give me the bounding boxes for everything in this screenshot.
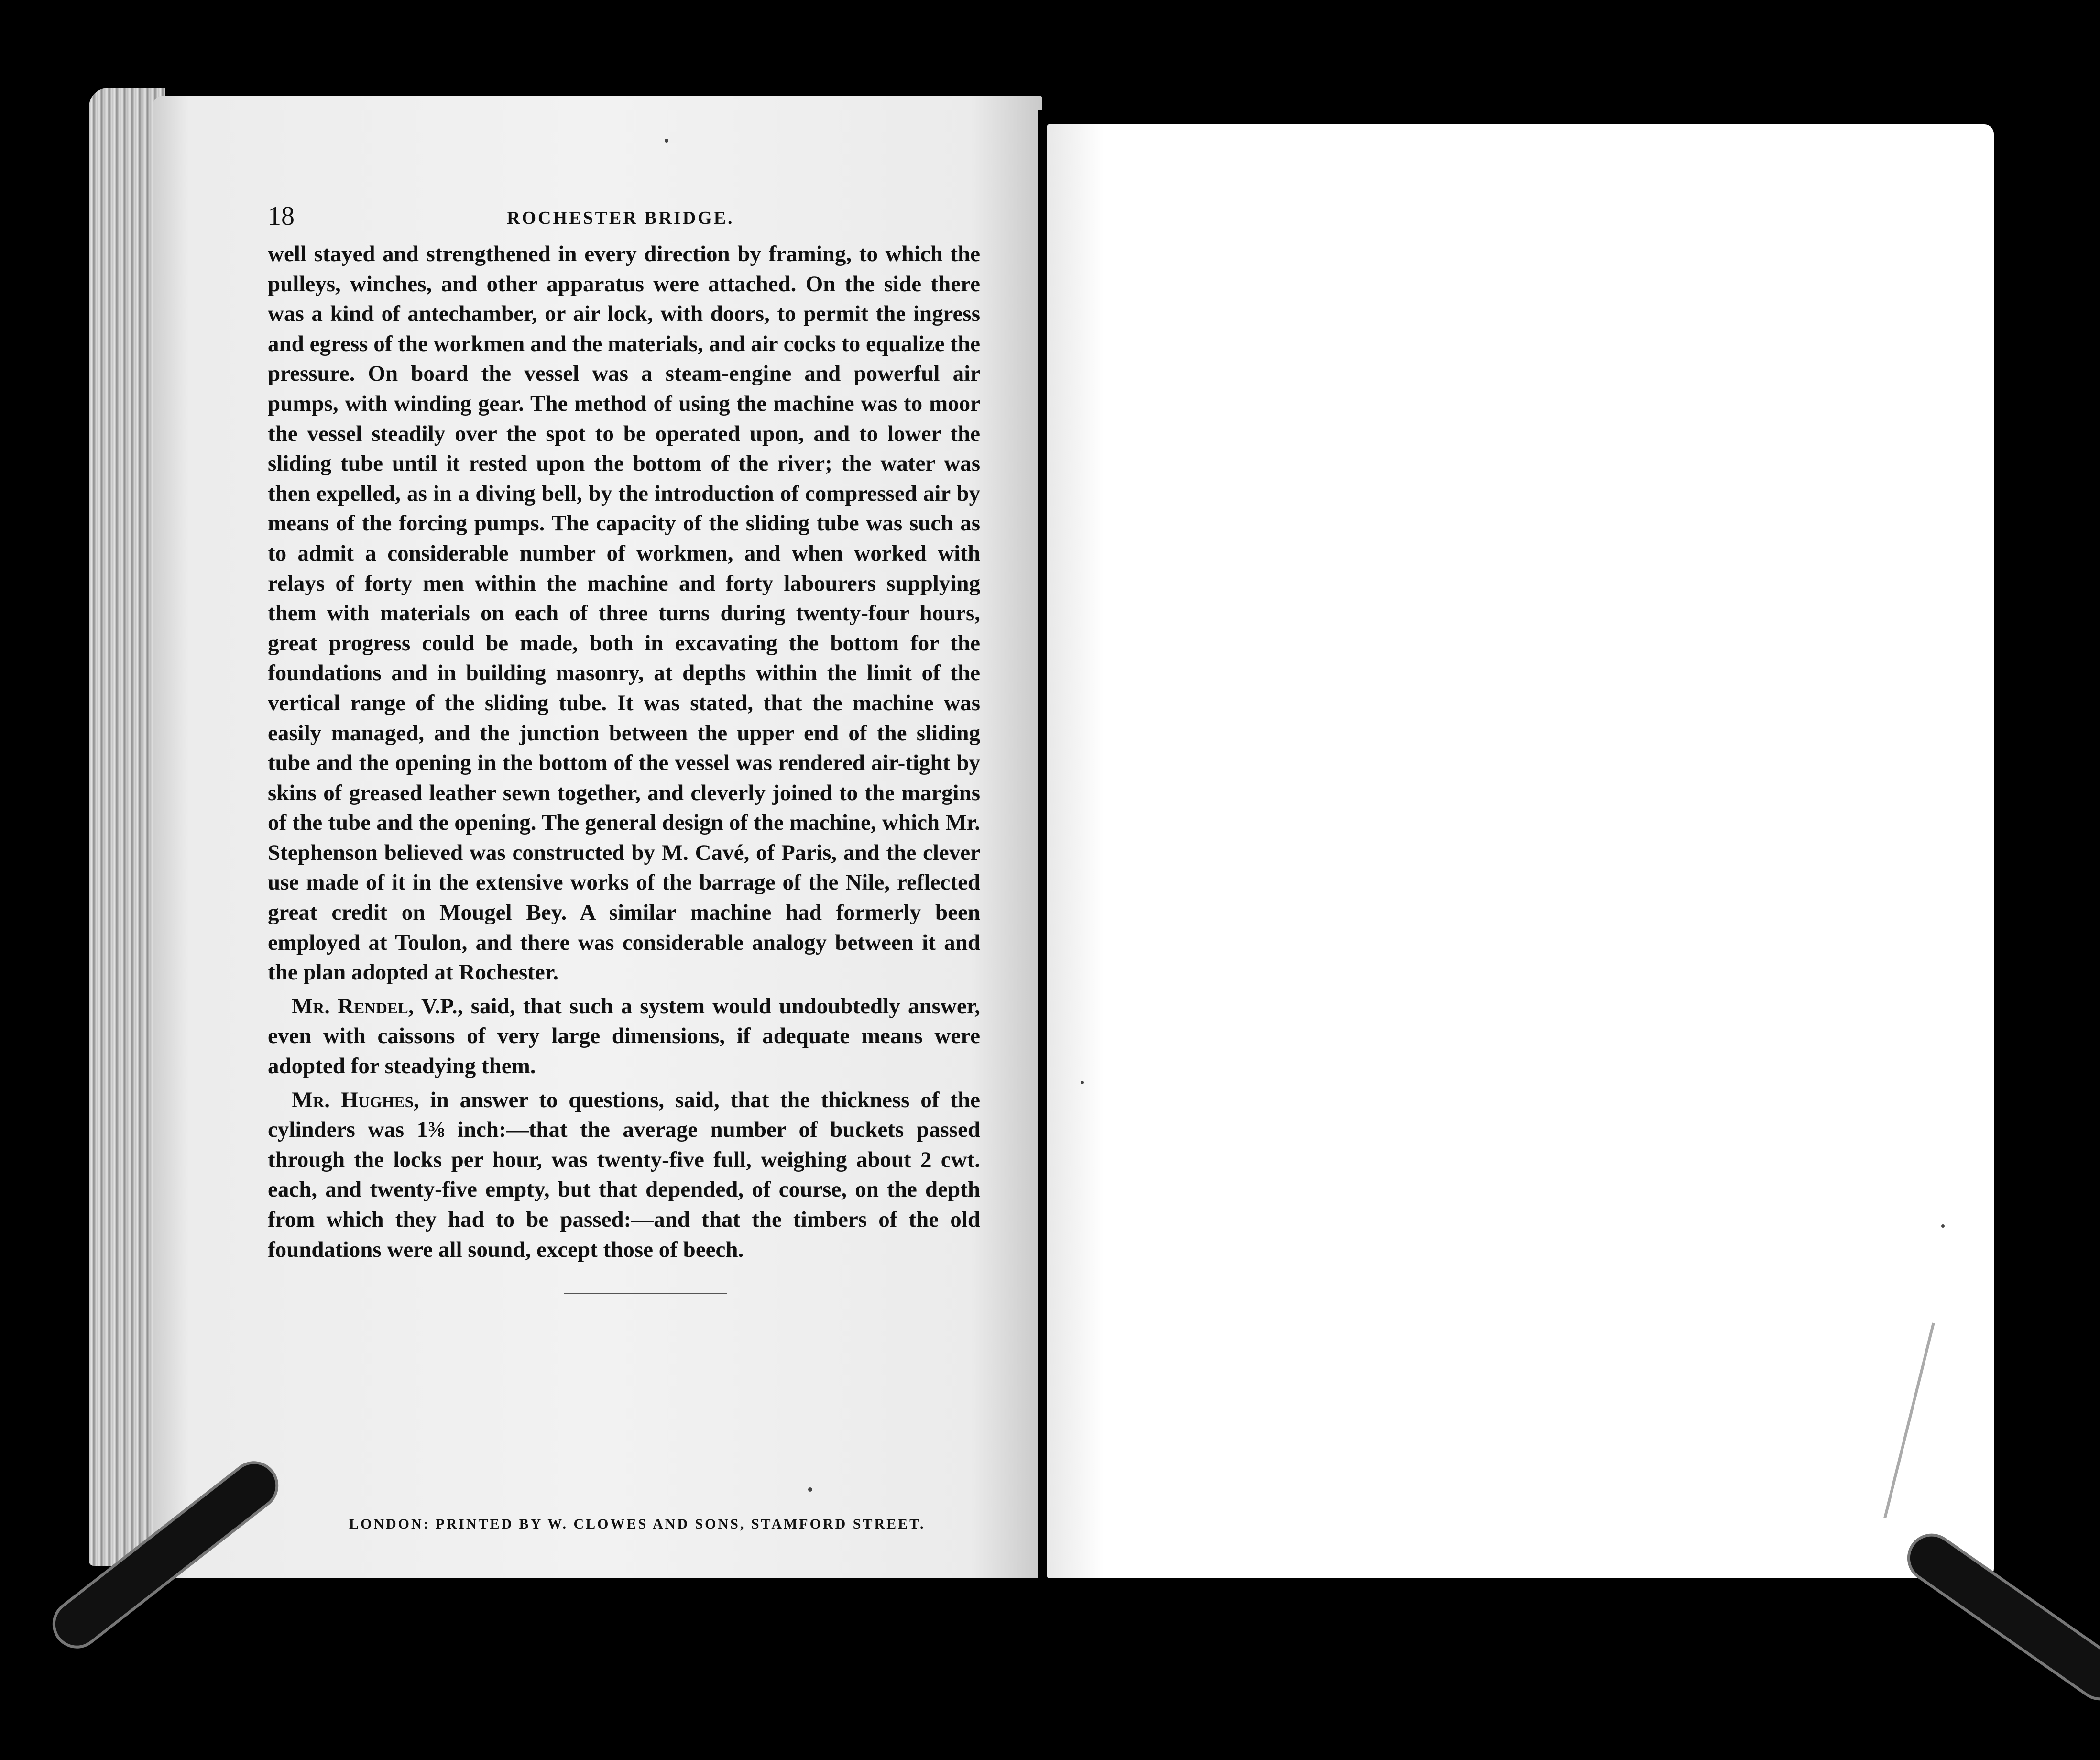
paragraph-text: V.P., said, that such a system would undoubtedly answer, even with caissons of very large dimensions, if adequate means were adopted for steadying them. <box>268 993 980 1079</box>
speaker-name: Mr. Hughes, <box>292 1087 419 1112</box>
text-block <box>268 201 980 1294</box>
dust-speck <box>808 1487 812 1492</box>
speaker-name: Mr. Rendel, <box>292 993 414 1019</box>
running-head <box>268 201 980 239</box>
paragraph-1: well stayed and strengthened in every direction by framing, to which the pulleys, winches, and other apparatus were attached. On the side there was a kind of antechamber, or air lock, with doors, to permit the ingress and egress of the workmen and the materials, and air cocks to equalize the pressure. On board the vessel was a steam-engine and powerful air pumps, with winding gear. The method of using the machine was to moor the vessel steadily over the spot to be operated upon, and to lower the sliding tube until it rested upon the bottom of the river; the water was then expelled, as in a diving bell, by the introduction of compressed air by means of the forcing pumps. The capacity of the sliding tube was such as to admit a considerable number of workmen, and when worked with relays of forty men within the machine and forty labourers supplying them with materials on each of three turns during twenty-four hours, great progress could be made, both in excavating the bottom for the foundations and in building masonry, at depths within the limit of the vertical range of the sliding tube. It was stated, that the machine was easily managed, and the junction between the upper end of the sliding tube and the opening in the bottom of the vessel was rendered air-tight by skins of greased leather sewn together, and cleverly joined to the margins of the tube and the opening. The general design of the machine, which Mr. Stephenson believed was constructed by M. Cavé, of Paris, and the clever use made of it in the extensive works of the barrage of the Nile, reflected great credit on Mougel Bey. A similar machine had formerly been employed at Toulon, and there was considerable analogy between it and the plan adopted at Rochester. <box>268 242 980 985</box>
dust-speck <box>665 139 668 143</box>
dust-speck <box>1081 1081 1084 1084</box>
paragraph-2 <box>268 991 980 1081</box>
end-rule <box>564 1293 727 1294</box>
printer-imprint: LONDON: PRINTED BY W. CLOWES AND SONS, STAMFORD STREET. <box>349 1516 926 1532</box>
paragraph-text: in answer to questions, said, that the thickness of the cylinders was 1⅜ inch:—that the average number of buckets passed through the locks per hour, was twenty-five full, weighing about 2 cwt. each, and twenty-five empty, but that depended, of course, on the depth from which they had to be passed:—and that the timbers of the old foundations were all sound, except those of beech. <box>268 1087 980 1262</box>
right-page-blank <box>1047 124 1994 1578</box>
page-number: 18 <box>268 201 295 231</box>
paragraph-3 <box>268 1085 980 1265</box>
dust-speck <box>1941 1224 1945 1228</box>
right-page-clip <box>1898 1524 2100 1710</box>
running-title: ROCHESTER BRIDGE. <box>507 208 734 228</box>
